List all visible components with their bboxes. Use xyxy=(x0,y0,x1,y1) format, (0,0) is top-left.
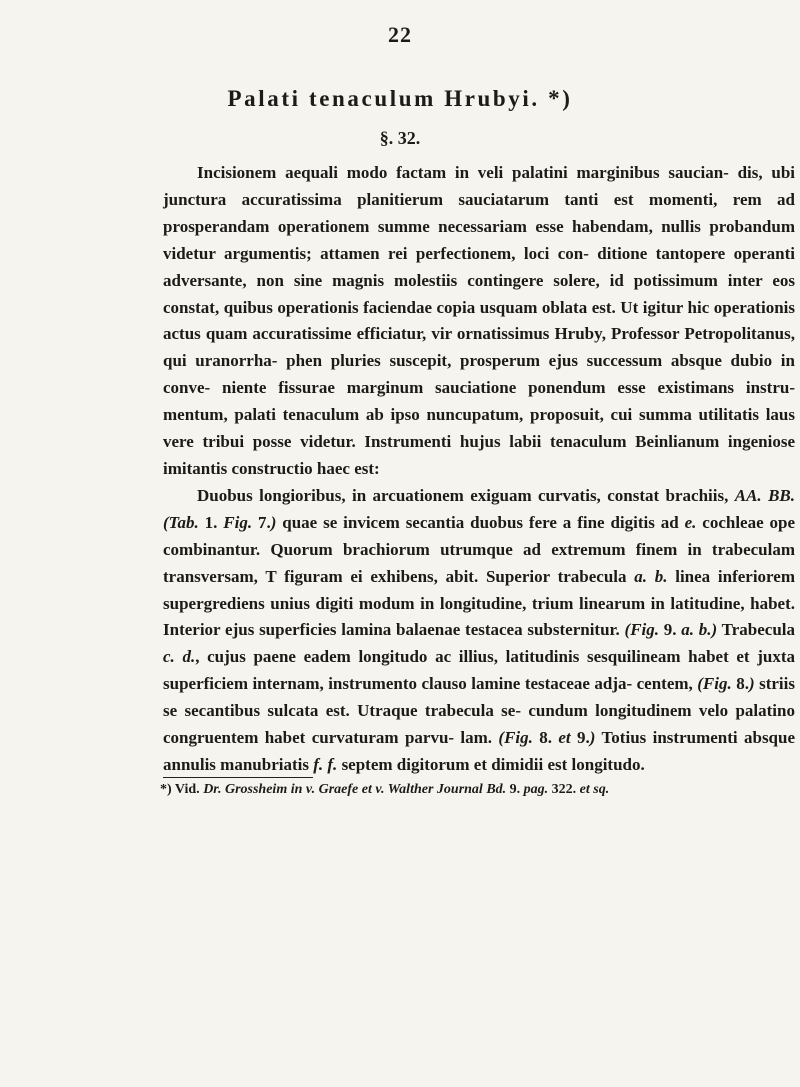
section-heading: §. 32. xyxy=(379,128,421,148)
paragraph-text-run: Trabecula xyxy=(717,620,795,640)
paragraph-text-run: ) xyxy=(589,728,596,748)
paragraph-2 xyxy=(163,483,795,779)
page-number: 22 xyxy=(388,22,412,47)
paragraph-text-run: et xyxy=(558,728,571,748)
footnote-text-run: 9. xyxy=(506,782,524,797)
footnote xyxy=(160,782,800,798)
body-text xyxy=(163,160,795,779)
paragraph-text-run: a. b.) xyxy=(681,620,718,640)
paragraph-text-run: 1. xyxy=(198,512,224,532)
paragraph-text-run: , cujus paene eadem longitudo ac illius, latitudinis sesquilineam habet et juxta superficiem internam, instrumento clauso lamine testaceae adja- centem, xyxy=(163,647,796,694)
paragraph-text-run: (Fig. xyxy=(624,620,660,640)
footnote-text-run: *) Vid. xyxy=(160,782,204,797)
article-title: Palati tenaculum Hrubyi. *) xyxy=(227,86,573,111)
paragraph-text-run: ) xyxy=(748,674,755,694)
paragraph-text-run: septem digitorum et dimidii est longitudo. xyxy=(337,754,645,774)
paragraph-text-run: Incisionem aequali modo factam in veli palatini marginibus saucian- dis, ubi junctura accuratissima planitierum sauciatarum tanti est momenti, rem ad prosperandam operationem summe necessariam esse habendam, nullis probandum videtur argumentis; attamen rei perfectionem, loci con- ditione tantopere operanti adversante, non sine magnis molestiis contingere solere, id potissimum inter eos constat, quibus operationis faciendae copia usquam oblata est. Ut igitur hic operationis actus quam accuratissime efficiatur, vir ornatissimus Hruby, Professor Petropolitanus, qui uranorrha- phen pluries suscepit, prosperum ejus successum absque dubio in conve- niente fissurae marginum sauciatione ponendum esse existimans instru- mentum, palati tenaculum ab ipso nuncupatum, proposuit, cui summa utilitatis laus vere tribui posse videtur. Instrumenti hujus labii tenaculum Beinlianum ingeniose imitantis constructio haec est: xyxy=(163,163,795,478)
footnote-text-run: 322. xyxy=(548,782,580,797)
paragraph-1 xyxy=(163,160,795,483)
paragraph-text-run: AA. BB. (Tab. xyxy=(163,485,795,532)
paragraph-text-run: ) xyxy=(270,512,277,532)
paragraph-text-run: quae se invicem secantia duobus fere a fine digitis ad xyxy=(276,512,685,532)
paragraph-text-run: 8. xyxy=(731,674,749,694)
paragraph-text-run: (Fig. xyxy=(697,674,732,694)
paragraph-text-run: striis se secantibus sulcata est. Utraque trabecula se- cundum longitudinem velo palatino congruentem habet curvaturam parvu- lam. xyxy=(163,674,795,748)
paragraph-text-run: cochleae ope combinantur. Quorum brachiorum utrumque ad extremum finem in trabeculam transversam, T figuram ei exhibens, abit. Superior trabecula xyxy=(163,512,796,586)
paragraph-text-run: c. d. xyxy=(163,647,196,667)
footnote-divider xyxy=(163,777,313,778)
footnote-text-run: pag. xyxy=(523,782,549,797)
paragraph-text-run: e. xyxy=(684,512,697,532)
paragraph-text-run: linea inferiorem supergrediens unius digiti modum in longitudine, trium linearum in latitudine, habet. Interior ejus superficies lamina balaenae testacea substernitur. xyxy=(163,566,796,640)
footnote-text-run: et sq. xyxy=(579,782,610,797)
paragraph-text-run: (Fig. xyxy=(498,728,533,748)
paragraph-text-run: 7. xyxy=(252,512,271,532)
paragraph-text-run: 9. xyxy=(570,728,590,748)
paragraph-text-run: f. f. xyxy=(313,754,338,774)
paragraph-text-run: 8. xyxy=(532,728,559,748)
paragraph-text-run: a. b. xyxy=(634,566,668,586)
footnote-text-run: Dr. Grossheim in v. Graefe et v. Walther Journal Bd. xyxy=(203,782,507,797)
paragraph-text-run: Totius instrumenti absque annulis manubriatis xyxy=(163,728,796,774)
paragraph-text-run: Duobus longioribus, in arcuationem exiguam curvatis, constat brachiis, xyxy=(197,485,735,505)
paragraph-text-run: Fig. xyxy=(223,512,253,532)
paragraph-text-run: 9. xyxy=(659,620,682,640)
